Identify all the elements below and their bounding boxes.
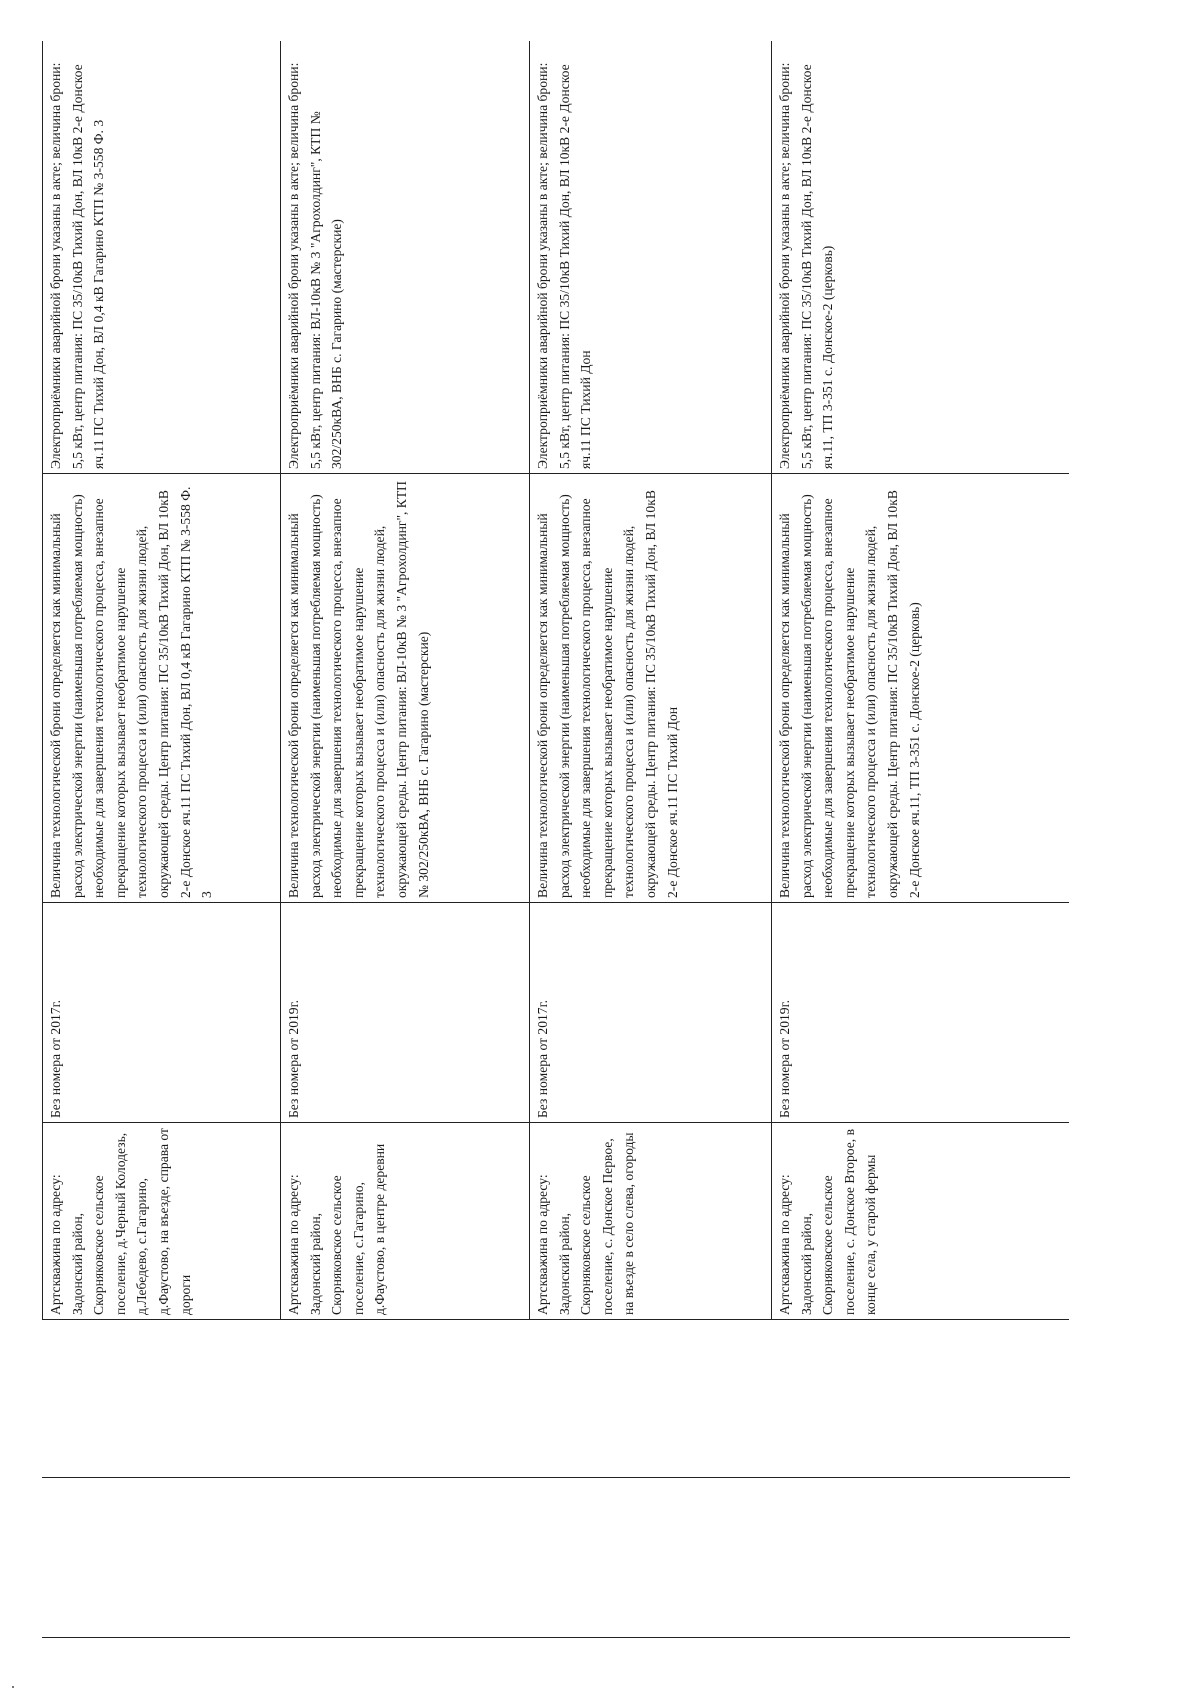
act-date-cell: Без номера от 2019г. xyxy=(281,903,530,1123)
emergency-reserve-cell: Электроприёмники аварийной брони указаны в акте; величина брони: 5,5 кВт, центр питания: ПС 35/10кВ Тихий Дон, ВЛ 10кВ 2-е Донское яч.11, ТП 3-351 с. Донское-2 (церковь) xyxy=(772,41,1070,474)
address-cell: Артскважина по адресу: Задонский район, Скорняковское сельское поселение, с.Гагарино, д.Фаустово, в центре деревни xyxy=(281,1123,530,1320)
horizontal-rule xyxy=(42,1477,1070,1478)
rotated-table-region xyxy=(42,41,1069,1320)
emergency-reserve-cell: Электроприёмники аварийной брони указаны в акте; величина брони: 5,5 кВт, центр питания: ВЛ-10кВ № 3 "Агрохолдинг", КТП № 302/250кВА, ВНБ с. Гагарино (мастерские) xyxy=(281,41,530,474)
emergency-reserve-cell: Электроприёмники аварийной брони указаны в акте; величина брони: 5,5 кВт, центр питания: ПС 35/10кВ Тихий Дон, ВЛ 10кВ 2-е Донское яч.11 ПС Тихий Дон, ВЛ 0,4 кВ Гагарино КТП № 3-558 Ф. 3 xyxy=(43,41,281,474)
act-date-cell: Без номера от 2019г. xyxy=(772,903,1070,1123)
horizontal-rule xyxy=(42,1637,1070,1638)
address-cell: Артскважина по адресу: Задонский район, Скорняковское сельское поселение, д.Черный Колодезь, д.Лебедево, с.Гагарино, д.Фаустово, на въезде, справа от дороги xyxy=(43,1123,281,1320)
table-row xyxy=(530,41,772,1320)
emergency-reserve-table xyxy=(42,41,1069,1320)
table-row xyxy=(281,41,530,1320)
technological-reserve-cell: Величина технологической брони определяется как минимальный расход электрической энергии (наименьшая потребляемая мощность) необходимые для завершения технологического процесса, внезапное прекращение которых вызывает необратимое нарушение технологического процесса и (или) опасность для жизни людей, окружающей среды. Центр питания: ПС 35/10кВ Тихий Дон, ВЛ 10кВ 2-е Донское яч.11, ТП 3-351 с. Донское-2 (церковь) xyxy=(772,474,1070,903)
emergency-reserve-cell: Электроприёмники аварийной брони указаны в акте; величина брони: 5,5 кВт, центр питания: ПС 35/10кВ Тихий Дон, ВЛ 10кВ 2-е Донское яч.11 ПС Тихий Дон xyxy=(530,41,772,474)
table-row xyxy=(772,41,1070,1320)
address-cell: Артскважина по адресу: Задонский район, Скорняковское сельское поселение, с. Донское Первое, на въезде в село слева, огороды xyxy=(530,1123,772,1320)
act-date-cell: Без номера от 2017г. xyxy=(530,903,772,1123)
address-cell: Артскважина по адресу: Задонский район, Скорняковское сельское поселение, с. Донское Второе, в конце села, у старой фермы xyxy=(772,1123,1070,1320)
technological-reserve-cell: Величина технологической брони определяется как минимальный расход электрической энергии (наименьшая потребляемая мощность) необходимые для завершения технологического процесса, внезапное прекращение которых вызывает необратимое нарушение технологического процесса и (или) опасность для жизни людей, окружающей среды. Центр питания: ПС 35/10кВ Тихий Дон, ВЛ 10кВ 2-е Донское яч.11 ПС Тихий Дон, ВЛ 0,4 кВ Гагарино КТП № 3-558 Ф. 3 xyxy=(43,474,281,903)
table-row xyxy=(43,41,281,1320)
technological-reserve-cell: Величина технологической брони определяется как минимальный расход электрической энергии (наименьшая потребляемая мощность) необходимые для завершения технологического процесса, внезапное прекращение которых вызывает необратимое нарушение технологического процесса и (или) опасность для жизни людей, окружающей среды. Центр питания: ВЛ-10кВ № 3 "Агрохолдинг", КТП № 302/250кВА, ВНБ с. Гагарино (мастерские) xyxy=(281,474,530,903)
act-date-cell: Без номера от 2017г. xyxy=(43,903,281,1123)
scan-speck xyxy=(12,1686,14,1688)
technological-reserve-cell: Величина технологической брони определяется как минимальный расход электрической энергии (наименьшая потребляемая мощность) необходимые для завершения технологического процесса, внезапное прекращение которых вызывает необратимое нарушение технологического процесса и (или) опасность для жизни людей, окружающей среды. Центр питания: ПС 35/10кВ Тихий Дон, ВЛ 10кВ 2-е Донское яч.11 ПС Тихий Дон xyxy=(530,474,772,903)
